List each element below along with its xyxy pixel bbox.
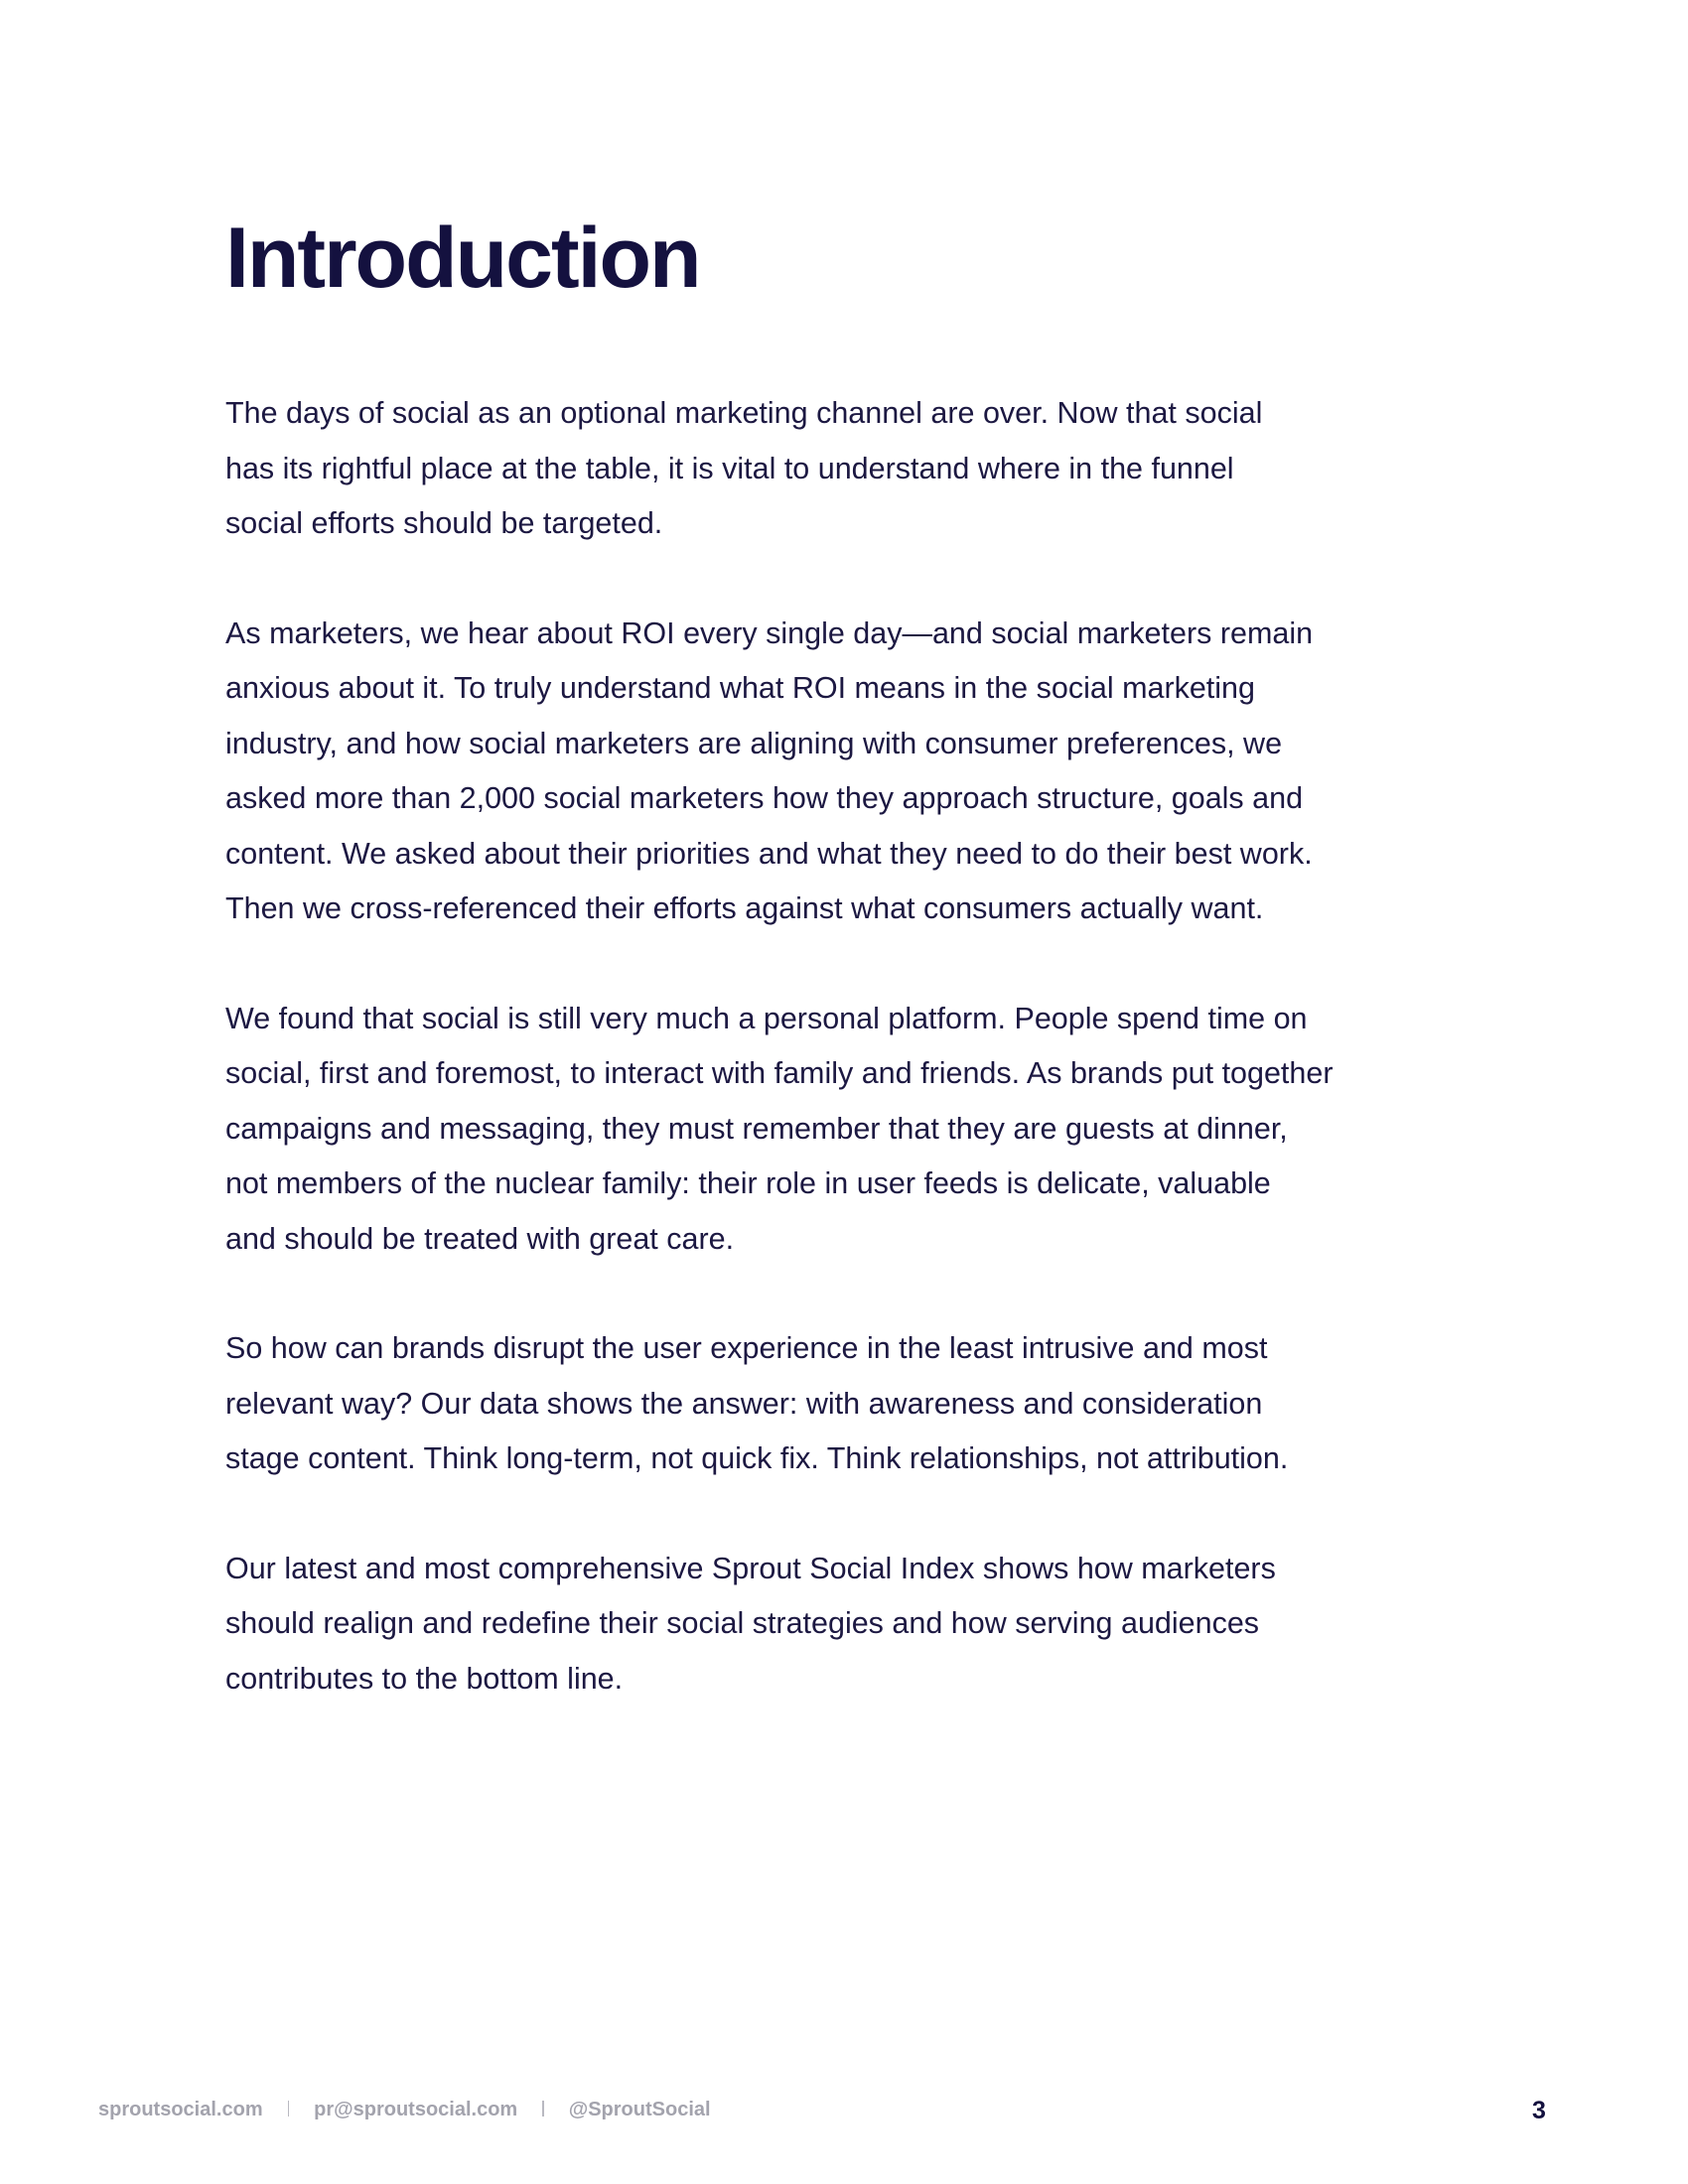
footer-email-link[interactable]: pr@sproutsocial.com	[314, 2099, 518, 2120]
text-line: social efforts should be targeted.	[225, 506, 663, 540]
text-line: stage content. Think long-term, not quick fix. Think relationships, not attribution.	[225, 1441, 1289, 1475]
text-line: So how can brands disrupt the user experience in the least intrusive and most	[225, 1331, 1268, 1365]
text-line: asked more than 2,000 social marketers how they approach structure, goals and	[225, 781, 1304, 815]
text-line: campaigns and messaging, they must remember that they are guests at dinner,	[225, 1111, 1288, 1146]
footer-divider	[542, 2101, 544, 2116]
text-line: not members of the nuclear family: their role in user feeds is delicate, valuable	[225, 1166, 1271, 1200]
footer-divider	[288, 2101, 290, 2116]
text-line: contributes to the bottom line.	[225, 1661, 624, 1696]
page-title: Introduction	[225, 210, 700, 306]
text-line: relevant way? Our data shows the answer: with awareness and consideration	[225, 1386, 1263, 1421]
footer-website-link[interactable]: sproutsocial.com	[98, 2099, 263, 2120]
body-copy	[225, 386, 1457, 1761]
text-line: As marketers, we hear about ROI every single day—and social marketers remain	[225, 615, 1314, 650]
text-line: and should be treated with great care.	[225, 1221, 735, 1256]
paragraph-4	[225, 1321, 1457, 1487]
text-line: has its rightful place at the table, it is vital to understand where in the funnel	[225, 451, 1234, 485]
text-line: content. We asked about their priorities and what they need to do their best work.	[225, 836, 1313, 871]
paragraph-2	[225, 607, 1457, 937]
paragraph-5	[225, 1542, 1457, 1707]
paragraph-3	[225, 992, 1457, 1268]
footer-handle-link[interactable]: @SproutSocial	[568, 2099, 711, 2120]
text-line: social, first and foremost, to interact with family and friends. As brands put together	[225, 1056, 1334, 1090]
text-line: should realign and redefine their social strategies and how serving audiences	[225, 1606, 1260, 1640]
text-line: The days of social as an optional marketing channel are over. Now that social	[225, 396, 1263, 430]
footer	[98, 2095, 711, 2124]
text-line: anxious about it. To truly understand what ROI means in the social marketing	[225, 671, 1255, 705]
text-line: We found that social is still very much a personal platform. People spend time on	[225, 1001, 1308, 1035]
text-line: Our latest and most comprehensive Sprout Social Index shows how marketers	[225, 1551, 1276, 1585]
text-line: Then we cross-referenced their efforts against what consumers actually want.	[225, 891, 1264, 925]
text-line: industry, and how social marketers are aligning with consumer preferences, we	[225, 726, 1283, 760]
paragraph-1	[225, 386, 1457, 552]
page-number: 3	[1532, 2097, 1546, 2124]
